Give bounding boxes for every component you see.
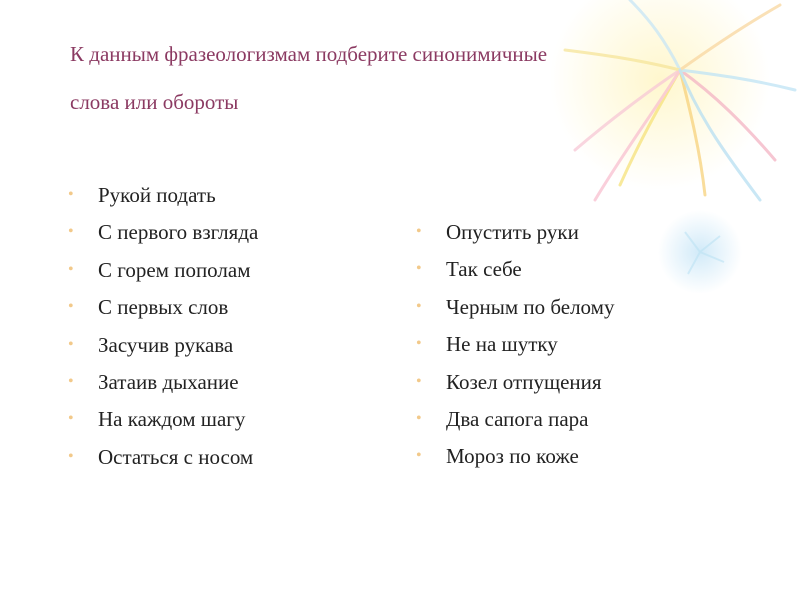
list-item-text: Не на шутку xyxy=(446,332,558,357)
list-item xyxy=(68,330,398,367)
bullet-icon: • xyxy=(416,447,422,465)
list-item xyxy=(68,180,398,217)
bullet-icon: • xyxy=(416,223,422,240)
list-item-text: На каждом шагу xyxy=(98,407,246,432)
list-item-text: Рукой подать xyxy=(98,183,216,207)
list-item-text: Два сапога пара xyxy=(446,406,589,431)
list-item-text: Козел отпущения xyxy=(446,369,602,394)
bullet-icon: • xyxy=(68,186,74,203)
list-item-text: Так себе xyxy=(446,257,522,282)
list-item-text: Опустить руки xyxy=(446,220,579,244)
list-item xyxy=(416,217,786,254)
bullet-icon: • xyxy=(68,260,74,278)
bullet-icon: • xyxy=(416,335,422,353)
list-item xyxy=(416,292,786,329)
bullet-icon: • xyxy=(68,298,74,316)
list-item xyxy=(68,255,398,292)
list-item xyxy=(68,217,398,254)
list-item xyxy=(416,404,786,441)
title-line-1: К данным фразеологизмам подберите синонимичные xyxy=(70,42,548,66)
bullet-icon: • xyxy=(416,297,422,315)
list-item xyxy=(68,292,398,329)
list-item-text: Мороз по коже xyxy=(446,444,579,469)
list-item xyxy=(68,442,398,479)
slide-title xyxy=(70,30,710,126)
list-item-text: С первого взгляда xyxy=(98,220,259,245)
list-item-text: Черным по белому xyxy=(446,294,615,319)
list-item-text: С первых слов xyxy=(98,295,229,320)
bullet-icon: • xyxy=(68,372,74,390)
list-item-text: Затаив дыхание xyxy=(98,369,239,394)
bullet-icon: • xyxy=(68,223,74,241)
bullet-icon: • xyxy=(416,260,422,278)
list-item-text: Остаться с носом xyxy=(98,444,254,469)
list-item xyxy=(416,329,786,366)
bullet-icon: • xyxy=(416,372,422,390)
bullet-icon: • xyxy=(416,409,422,427)
bullet-icon: • xyxy=(68,335,74,353)
list-item xyxy=(416,254,786,291)
list-item-text: С горем пополам xyxy=(98,257,251,282)
list-item xyxy=(416,367,786,404)
list-item-text: Засучив рукава xyxy=(98,332,234,357)
list-item xyxy=(68,404,398,441)
bullet-icon: • xyxy=(68,410,74,428)
bullet-icon: • xyxy=(68,447,74,465)
title-line-2: слова или обороты xyxy=(70,90,239,114)
idioms-list-left xyxy=(68,180,398,479)
idioms-list-right xyxy=(416,217,786,479)
list-item xyxy=(416,441,786,478)
list-item xyxy=(68,367,398,404)
